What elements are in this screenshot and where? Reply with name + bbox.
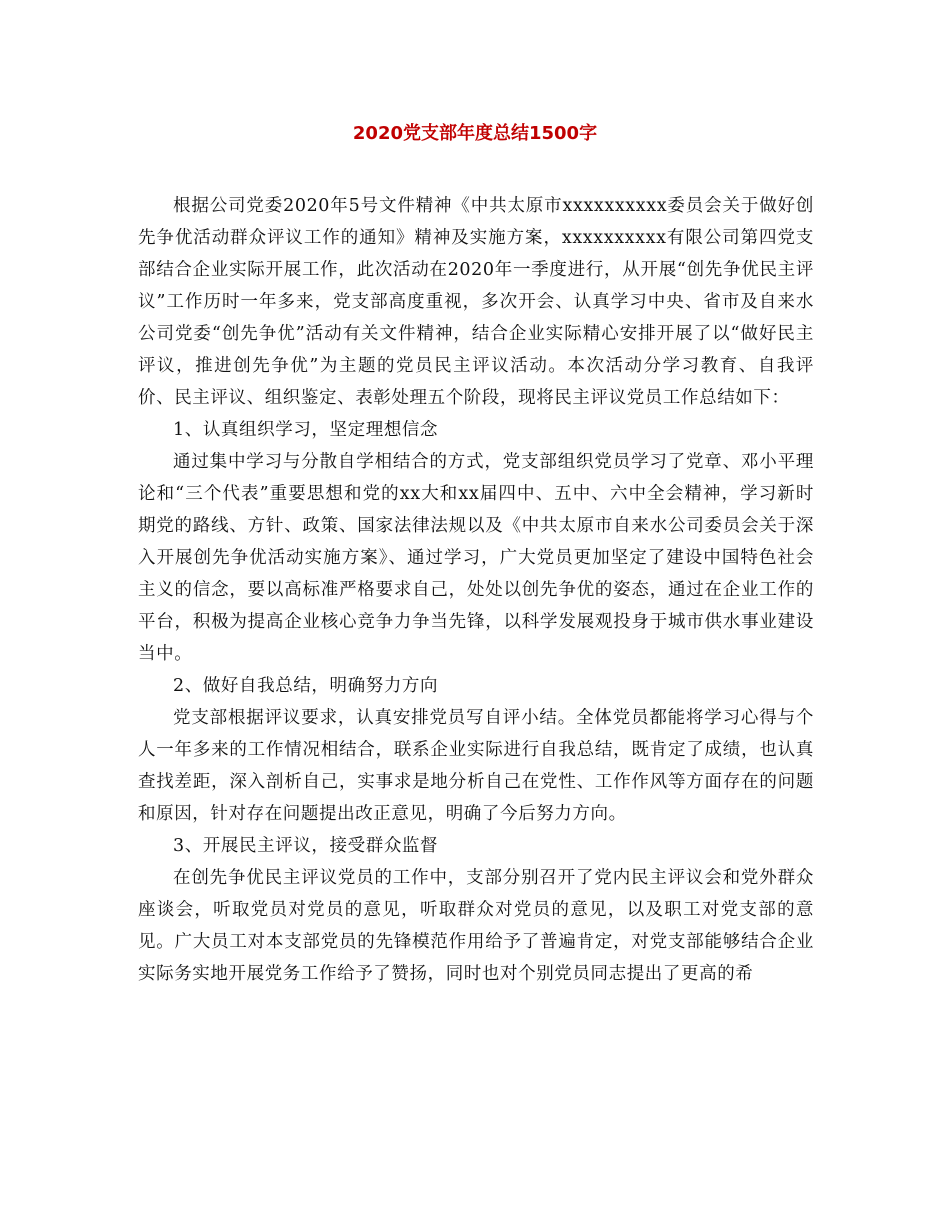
paragraph-section-3: 在创先争优民主评议党员的工作中，支部分别召开了党内民主评议会和党外群众座谈会，听取党员对党员的意见，听取群众对党员的意见，以及职工对党支部的意见。广大员工对本支部党员的先锋模范作用给予了普遍肯定，对党支部能够结合企业实际务实地开展党务工作给予了赞扬，同时也对个别党员同志提出了更高的希 bbox=[138, 868, 814, 984]
document-body bbox=[138, 190, 814, 990]
document-title: 2020党支部年度总结1500字 bbox=[352, 123, 598, 144]
paragraph-intro: 根据公司党委2020年5号文件精神《中共太原市xxxxxxxxxx委员会关于做好创先争优活动群众评议工作的通知》精神及实施方案，xxxxxxxxxx有限公司第四党支部结合企业实际开展工作，此次活动在2020年一季度进行，从开展“创先争优民主评议”工作历时一年多来，党支部高度重视，多次开会、认真学习中央、省市及自来水公司党委“创先争优”活动有关文件精神，结合企业实际精心安排开展了以“做好民主评议，推进创先争优”为主题的党员民主评议活动。本次活动分学习教育、自我评价、民主评议、组织鉴定、表彰处理五个阶段，现将民主评议党员工作总结如下： bbox=[138, 196, 814, 408]
section-heading-3: 3、开展民主评议，接受群众监督 bbox=[173, 836, 439, 856]
paragraph-section-2: 党支部根据评议要求，认真安排党员写自评小结。全体党员都能将学习心得与个人一年多来的工作情况相结合，联系企业实际进行自我总结，既肯定了成绩，也认真查找差距，深入剖析自己，实事求是地分析自己在党性、工作作风等方面存在的问题和原因，针对存在问题提出改正意见，明确了今后努力方向。 bbox=[138, 708, 814, 824]
section-heading-1: 1、认真组织学习，坚定理想信念 bbox=[173, 420, 439, 440]
section-heading-2: 2、做好自我总结，明确努力方向 bbox=[173, 676, 439, 696]
paragraph-section-1: 通过集中学习与分散自学相结合的方式，党支部组织党员学习了党章、邓小平理论和“三个代表”重要思想和党的xx大和xx届四中、五中、六中全会精神，学习新时期党的路线、方针、政策、国家法律法规以及《中共太原市自来水公司委员会关于深入开展创先争优活动实施方案》、通过学习，广大党员更加坚定了建设中国特色社会主义的信念，要以高标准严格要求自己，处处以创先争优的姿态，通过在企业工作的平台，积极为提高企业核心竞争力争当先锋，以科学发展观投身于城市供水事业建设当中。 bbox=[138, 452, 814, 664]
